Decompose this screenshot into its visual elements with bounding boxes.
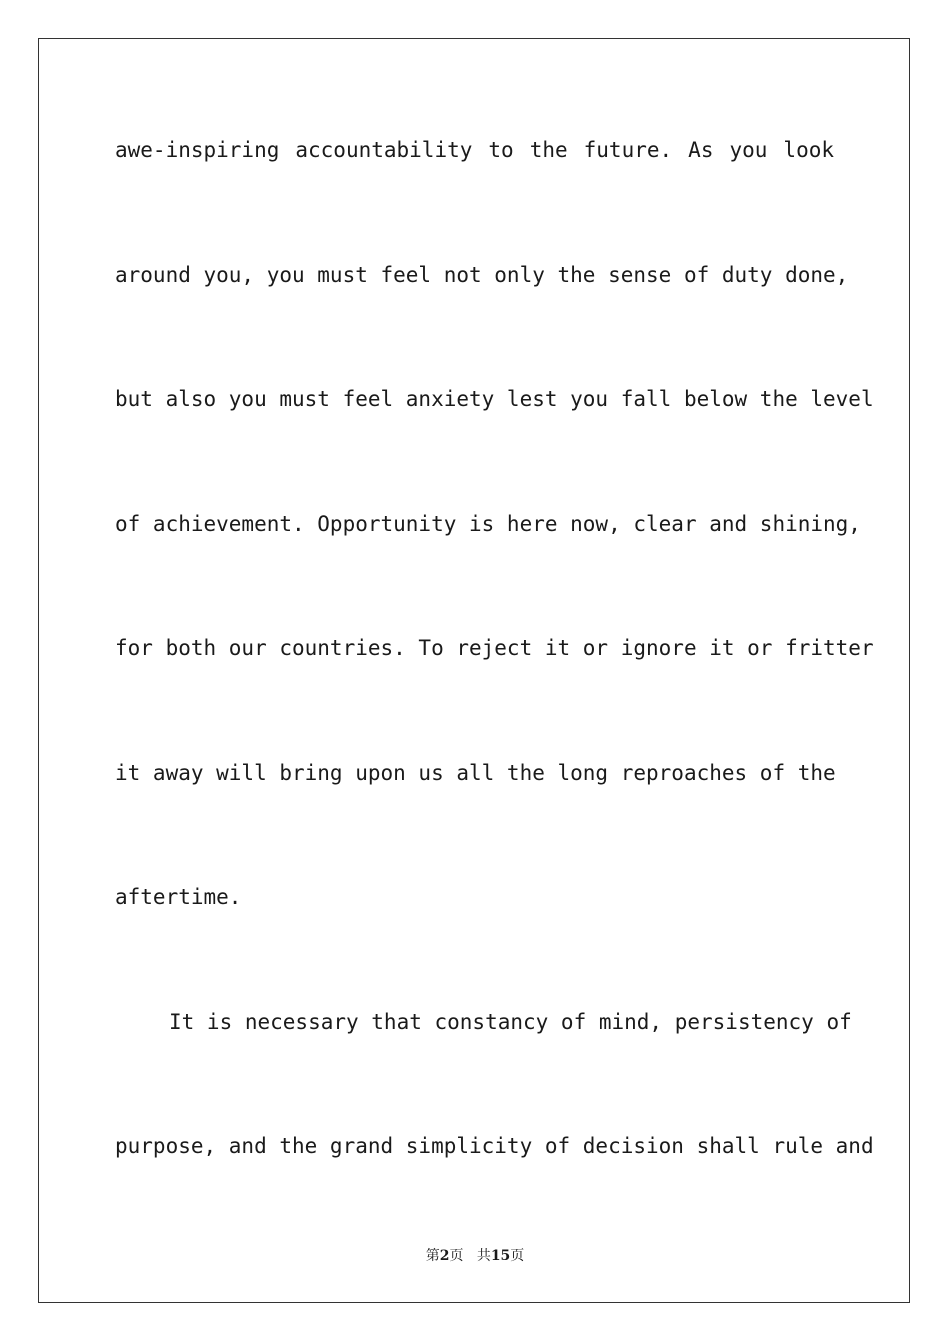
page-label-suffix: 页 <box>449 1248 464 1264</box>
page-label-prefix: 第 <box>425 1248 440 1264</box>
text-line: of achievement. Opportunity is here now, clear and shining, <box>115 512 861 536</box>
text-line: awe-inspiring accountability to the future. As you look <box>115 138 834 162</box>
text-line: for both our countries. To reject it or ignore it or fritter <box>115 636 874 660</box>
total-pages: 15 <box>490 1248 511 1264</box>
paragraph-first-line: It is necessary that constancy of mind, persistency of <box>169 1010 852 1034</box>
page-footer <box>0 1247 950 1265</box>
text-line: but also you must feel anxiety lest you fall below the level <box>115 387 874 411</box>
total-label-prefix: 共 <box>476 1248 491 1264</box>
text-line: aftertime. <box>115 885 242 909</box>
text-line: around you, you must feel not only the sense of duty done, <box>115 263 849 287</box>
text-line: purpose, and the grand simplicity of decision shall rule and <box>115 1134 874 1158</box>
total-label-suffix: 页 <box>510 1248 525 1264</box>
text-line: it away will bring upon us all the long reproaches of the <box>115 761 836 785</box>
page-border <box>38 38 910 1303</box>
page-number: 2 <box>439 1248 450 1264</box>
